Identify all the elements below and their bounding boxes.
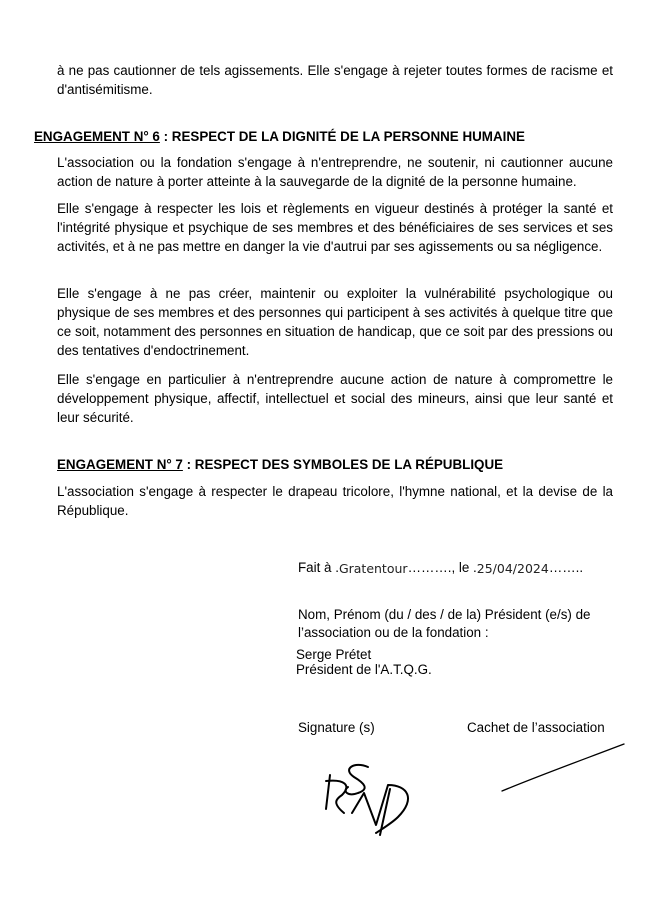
place-value: Gratentour — [338, 561, 408, 576]
engagement-6-paragraph-1: L'association ou la fondation s'engage à n'entreprendre, ne soutenir, ni cautionner aucune action de nature à porter atteinte à la sauvegarde de la dignité de la personne humaine. — [57, 155, 613, 189]
engagement-6-paragraph-3: Elle s'engage à ne pas créer, maintenir ou exploiter la vulnérabilité psychologique ou physique de ses membres et des personnes qui participent à ses activités à quelque titre que ce soit, notamment des personnes en situation de handicap, que ce soit par des pressions ou des tentatives d'endoctrinement. — [57, 286, 613, 358]
signature-scribble — [318, 755, 438, 850]
fait-prefix: Fait à . — [298, 560, 339, 575]
president-label-line-1: Nom, Prénom (du / des / de la) Président (e/s) de — [298, 607, 591, 622]
stamp-label: Cachet de l’association — [467, 720, 605, 735]
engagement-6-heading — [34, 127, 525, 146]
place-date-line — [298, 558, 583, 577]
fait-dots: ………. — [407, 560, 452, 575]
engagement-7-label: ENGAGEMENT N° 7 — [57, 457, 183, 472]
president-name: Serge Prétet — [296, 647, 372, 662]
signature-label: Signature (s) — [298, 720, 375, 735]
engagement-7-heading — [57, 455, 503, 474]
president-title: Président de l'A.T.Q.G. — [296, 662, 432, 677]
engagement-6-label: ENGAGEMENT N° 6 — [34, 129, 160, 144]
engagement-7-paragraph: L'association s'engage à respecter le drapeau tricolore, l'hymne national, et la devise de la République. — [57, 484, 613, 518]
engagement-6-title: : RESPECT DE LA DIGNITÉ DE LA PERSONNE HUMAINE — [159, 129, 525, 144]
stamp-stroke — [498, 740, 628, 796]
date-dots: …….. — [548, 560, 584, 575]
intro-paragraph: à ne pas cautionner de tels agissements. Elle s'engage à rejeter toutes formes de racisme et d'antisémitisme. — [57, 63, 613, 97]
date-value: 25/04/2024 — [476, 561, 549, 576]
engagement-6-paragraph-2: Elle s'engage à respecter les lois et règlements en vigueur destinés à protéger la santé et l'intégrité physique et psychique de ses membres et des bénéficiaires de ses services et ses activités, et à ne pas mettre en danger la vie d'autrui par ses agissements ou sa négligence. — [57, 201, 613, 254]
engagement-7-title: : RESPECT DES SYMBOLES DE LA RÉPUBLIQUE — [182, 457, 504, 472]
date-prefix: , le . — [451, 560, 477, 575]
president-label-line-2: l’association ou de la fondation : — [298, 625, 489, 640]
engagement-6-paragraph-4: Elle s'engage en particulier à n'entreprendre aucune action de nature à compromettre le développement physique, affectif, intellectuel et social des mineurs, ainsi que leur santé et leur sécurité. — [57, 372, 613, 425]
